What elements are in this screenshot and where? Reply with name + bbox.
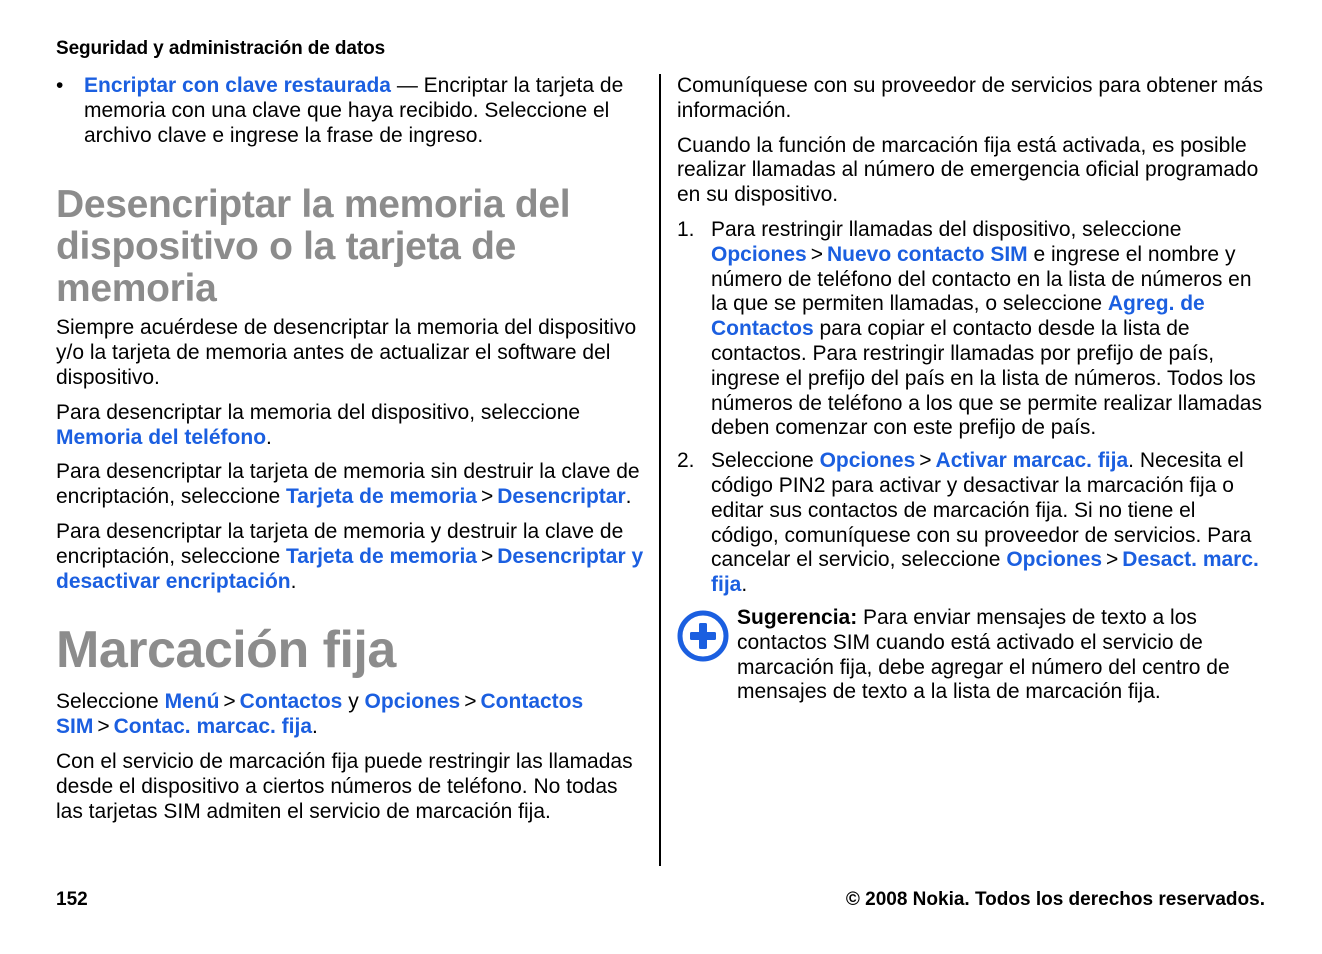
option-desencriptar-desactivar: Desencriptar y desactivar encriptación [56, 544, 644, 593]
section-heading: Desencriptar la memoria del dispositivo o la tarjeta de memoria [56, 183, 571, 311]
paragraph [56, 690, 648, 740]
step-text [711, 449, 1267, 598]
text: . [266, 425, 272, 449]
option-activar-marcac-fija: Activar marcac. fija [935, 449, 1129, 473]
text: . Necesita el código PIN2 para activar y desactivar la marcación fija o editar sus contactos de marcación fija. Si no tiene el código, comuníquese con su proveedor de servicios. Para cancelar el servicio, seleccione [711, 449, 1252, 572]
left-column [56, 74, 648, 834]
option-opciones: Opciones [819, 449, 916, 473]
bullet-mark: • [56, 74, 64, 97]
menu-separator: > [481, 544, 494, 568]
menu-separator: > [464, 690, 477, 714]
text: Para restringir llamadas del dispositivo, seleccione [711, 217, 1182, 241]
paragraph: Comuníquese con su proveedor de servicios para obtener más información. [677, 74, 1263, 122]
tip-text [737, 606, 1267, 705]
option-memoria-telefono: Memoria del teléfono [56, 425, 267, 449]
text: . [290, 569, 297, 593]
text: Para desencriptar la tarjeta de memoria y destruir la clave de encriptación, seleccione [56, 519, 624, 568]
option-contactos-sim: Contactos SIM [56, 690, 584, 739]
list-item [677, 449, 1267, 598]
option-tarjeta-memoria: Tarjeta de memoria [285, 544, 477, 568]
text: Para desencriptar la tarjeta de memoria sin destruir la clave de encriptación, seleccione [56, 460, 640, 509]
option-contactos: Contactos [239, 690, 343, 714]
running-head: Seguridad y administración de datos [56, 38, 386, 59]
step-number: 1. [677, 217, 695, 241]
copyright: © 2008 Nokia. Todos los derechos reservados. [845, 889, 1265, 910]
paragraph: Siempre acuérdese de desencriptar la memoria del dispositivo y/o la tarjeta de memoria antes de actualizar el software del dispositivo. [56, 316, 637, 389]
paragraph [56, 401, 648, 451]
text: . [741, 573, 748, 597]
tip-label: Sugerencia: [737, 605, 858, 629]
steps-list [677, 218, 1267, 598]
step-number: 2. [677, 449, 695, 473]
text: Seleccione [56, 690, 165, 714]
plus-circle-icon [677, 606, 737, 705]
chapter-heading: Marcación fija [56, 621, 396, 680]
option-nuevo-contacto-sim: Nuevo contacto SIM [826, 242, 1028, 266]
option-menu: Menú [164, 690, 220, 714]
option-opciones: Opciones [711, 242, 807, 266]
step-text [711, 218, 1267, 441]
menu-separator: > [1106, 548, 1119, 572]
paragraph [56, 520, 648, 594]
tip-box [677, 606, 1267, 705]
menu-separator: > [223, 690, 236, 714]
text: y [342, 690, 365, 714]
option-tarjeta-memoria: Tarjeta de memoria [285, 485, 477, 509]
menu-separator: > [810, 242, 823, 266]
text: Seleccione [711, 449, 820, 473]
text: e ingrese el nombre y número de teléfono del contacto en la lista de números en la que se permiten llamadas, o seleccione [711, 242, 1252, 316]
menu-separator: > [97, 715, 110, 739]
option-desact-marc-fija: Desact. marc. fija [711, 548, 1259, 597]
bullet-desc: — Encriptar la tarjeta de memoria con una clave que haya recibido. Seleccione el archivo clave e ingrese la frase de ingreso. [84, 74, 624, 147]
option-agreg-contactos: Agreg. de Contactos [711, 292, 1205, 341]
right-column [677, 74, 1267, 705]
paragraph [56, 460, 648, 510]
option-opciones: Opciones [1006, 548, 1103, 572]
option-opciones: Opciones [364, 690, 461, 714]
page-number: 152 [56, 889, 88, 910]
option-contac-marcac-fija: Contac. marcac. fija [113, 715, 313, 739]
column-divider [659, 74, 661, 866]
text: para copiar el contacto desde la lista de contactos. Para restringir llamadas por prefijo de país, ingrese el prefijo del país en la lista de números. Todos los números de teléfono a los que se permite realizar llamadas deben comenzar con este prefijo de país. [711, 317, 1262, 440]
list-item [677, 218, 1267, 441]
option-desencriptar: Desencriptar [497, 485, 626, 509]
paragraph: Cuando la función de marcación fija está activada, es posible realizar llamadas al número de emergencia oficial programado en su dispositivo. [677, 133, 1259, 207]
menu-separator: > [481, 485, 494, 509]
bullet-text [84, 74, 648, 148]
menu-separator: > [919, 449, 932, 473]
text: . [625, 485, 632, 509]
list-item [56, 74, 648, 148]
tip-body: Para enviar mensajes de texto a los contactos SIM cuando está activado el servicio de marcación fija, debe agregar el número del centro de mensajes de texto a la lista de marcación fija. [737, 605, 1230, 704]
text: Para desencriptar la memoria del dispositivo, seleccione [56, 400, 581, 424]
text: . [312, 715, 318, 739]
option-encriptar-clave: Encriptar con clave restaurada [84, 74, 391, 97]
paragraph: Con el servicio de marcación fija puede restringir las llamadas desde el dispositivo a ciertos números de teléfono. No todas las tarjetas SIM admiten el servicio de marcación fija. [56, 749, 633, 823]
